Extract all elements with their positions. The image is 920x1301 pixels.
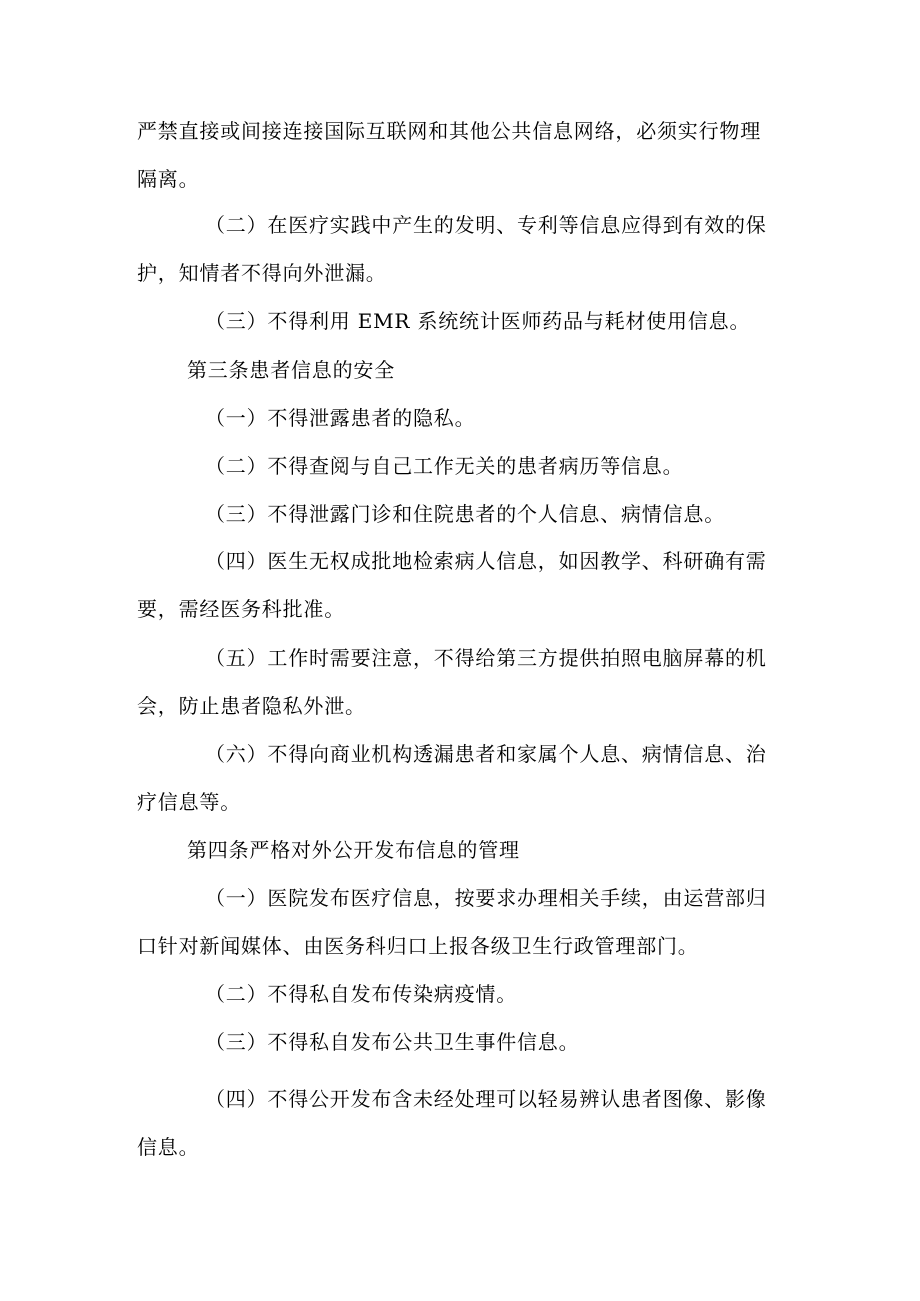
article-4-heading: [137, 826, 787, 874]
text-line: （二）在医疗实践中产生的发明、专利等信息应得到有效的保: [205, 213, 767, 237]
text-line: 信息。: [137, 1135, 200, 1159]
article-4-item-2: [137, 970, 787, 1018]
text-line: （一）医院发布医疗信息，按要求办理相关手续，由运营部归: [205, 886, 767, 910]
text-line: （二）不得私自发布传染病疫情。: [205, 982, 517, 1006]
text-line: 第四条严格对外公开发布信息的管理: [187, 838, 520, 862]
text-line: （六）不得向商业机构透漏患者和家属个人息、病情信息、治: [205, 742, 767, 766]
article-3-heading: [137, 346, 787, 394]
text-line: 第三条患者信息的安全: [187, 358, 395, 382]
article-3-item-2: [137, 442, 787, 490]
article-3-item-6: [137, 730, 787, 826]
text-line: （三）不得泄露门诊和住院患者的个人信息、病情信息。: [205, 502, 725, 526]
article-4-item-3: [137, 1018, 787, 1066]
article-4-item-4: [137, 1075, 787, 1171]
item-2-invention-protection: [137, 201, 787, 297]
text-line: 会，防止患者隐私外泄。: [137, 694, 366, 718]
text-line: 口针对新闻媒体、由医务科归口上报各级卫生行政管理部门。: [137, 934, 699, 958]
text-line: （二）不得查阅与自己工作无关的患者病历等信息。: [205, 454, 684, 478]
text-line: 护，知情者不得向外泄漏。: [137, 261, 387, 285]
text-line: （三）不得私自发布公共卫生事件信息。: [205, 1030, 580, 1054]
text-line: （五）工作时需要注意，不得给第三方提供拍照电脑屏幕的机: [205, 646, 767, 670]
text-line: （四）医生无权成批地检索病人信息，如因教学、科研确有需: [205, 549, 767, 573]
article-3-item-5: [137, 634, 787, 730]
text-line: （一）不得泄露患者的隐私。: [205, 406, 476, 430]
article-3-item-1: [137, 394, 787, 442]
article-3-item-3: [137, 490, 787, 538]
text-line: 隔离。: [137, 167, 200, 191]
text-line: 严禁直接或间接连接国际互联网和其他公共信息网络，必须实行物理: [137, 119, 761, 143]
text-line: （四）不得公开发布含未经处理可以轻易辨认患者图像、影像: [205, 1087, 767, 1111]
text-line: （三）不得利用 EMR 系统统计医师药品与耗材使用信息。: [205, 309, 751, 333]
item-3-emr-statistics: [137, 297, 787, 345]
paragraph-continuation: [137, 107, 787, 203]
text-line: 要，需经医务科批准。: [137, 597, 345, 621]
article-4-item-1: [137, 874, 787, 970]
text-line: 疗信息等。: [137, 790, 241, 814]
article-3-item-4: [137, 537, 787, 633]
